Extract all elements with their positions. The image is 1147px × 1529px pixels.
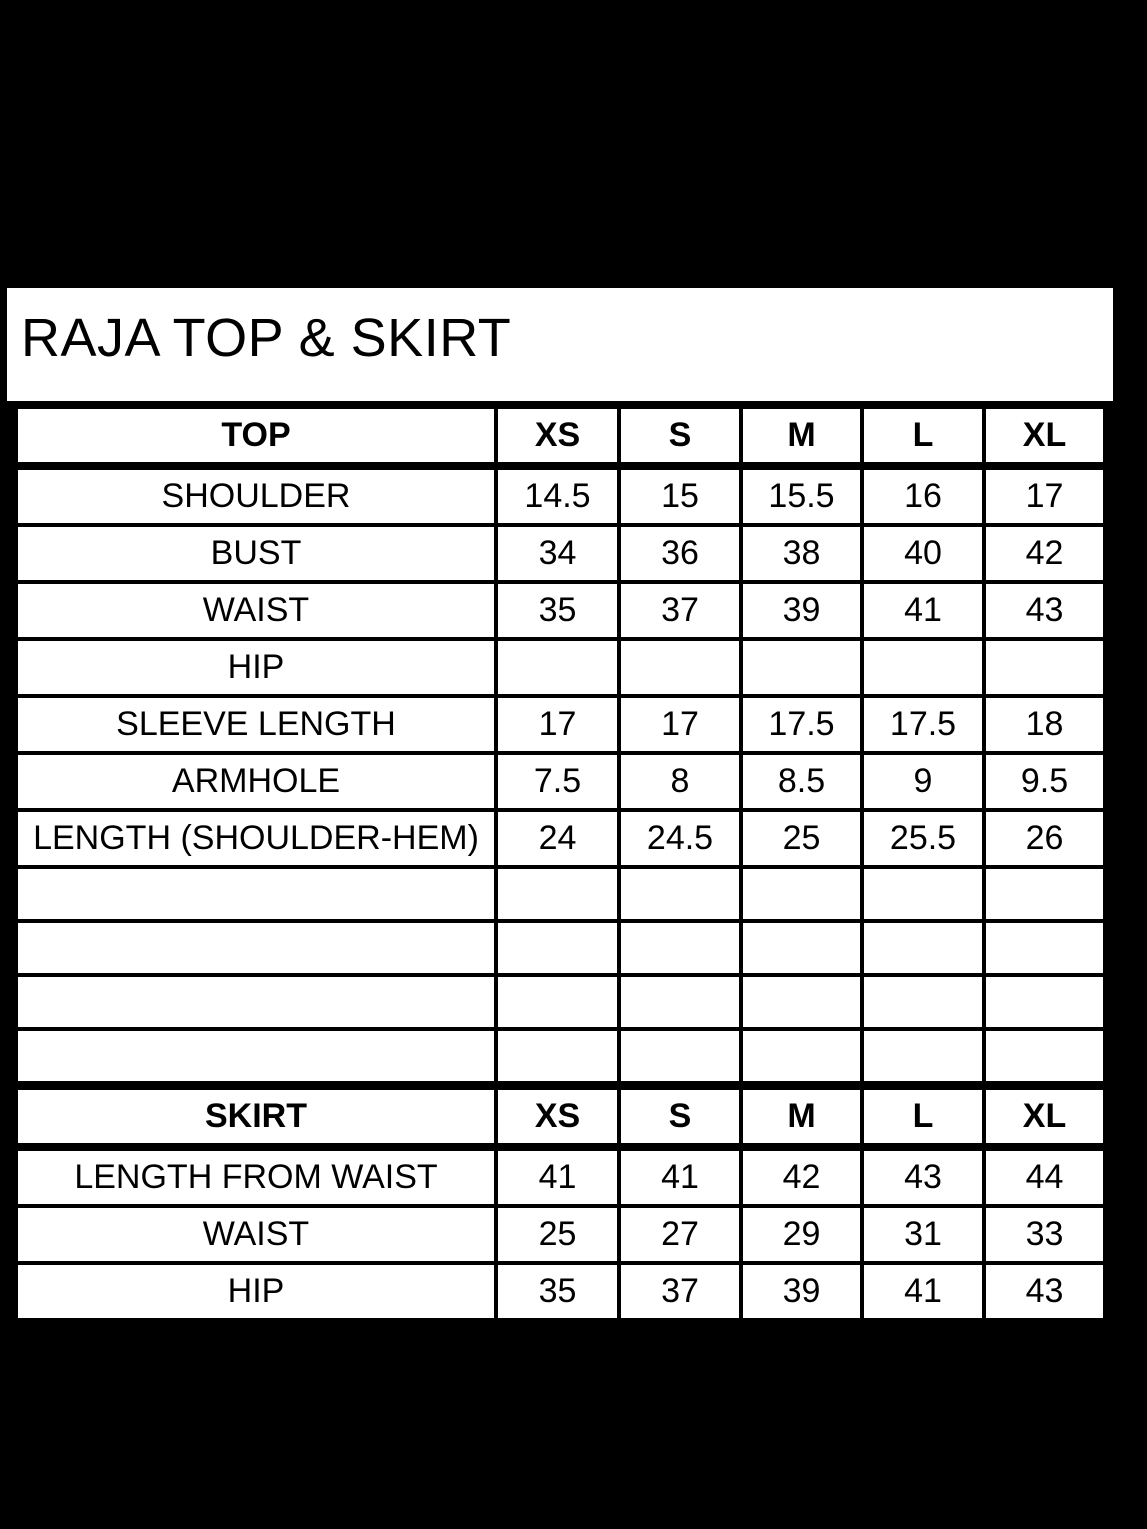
- size-header-cell: XS: [496, 1086, 619, 1148]
- size-header-cell: XL: [984, 405, 1107, 466]
- measurement-value-cell: [862, 639, 984, 696]
- measurement-value-cell: [496, 975, 619, 1029]
- measurement-value-cell: [984, 921, 1107, 975]
- header-row-top: [14, 405, 1107, 466]
- measurement-value-cell: 9: [862, 753, 984, 810]
- measurement-value-cell: 17.5: [862, 696, 984, 753]
- measurement-row: [14, 696, 1107, 753]
- size-header-cell: L: [862, 405, 984, 466]
- measurement-value-cell: 24.5: [619, 810, 741, 867]
- measurement-label-cell: SHOULDER: [14, 466, 496, 525]
- measurement-value-cell: 14.5: [496, 466, 619, 525]
- measurement-value-cell: 17: [984, 466, 1107, 525]
- measurement-label-cell: HIP: [14, 1263, 496, 1322]
- measurement-label-cell: [14, 1029, 496, 1086]
- measurement-value-cell: 37: [619, 1263, 741, 1322]
- size-header-cell: XL: [984, 1086, 1107, 1148]
- measurement-value-cell: 17: [619, 696, 741, 753]
- measurement-value-cell: 40: [862, 525, 984, 582]
- measurement-value-cell: [862, 921, 984, 975]
- measurement-value-cell: [741, 1029, 862, 1086]
- measurement-value-cell: [862, 975, 984, 1029]
- measurement-value-cell: [741, 975, 862, 1029]
- measurement-row: [14, 1206, 1107, 1263]
- measurement-value-cell: [619, 975, 741, 1029]
- measurement-value-cell: [984, 639, 1107, 696]
- measurement-value-cell: 15.5: [741, 466, 862, 525]
- spacer-row: [14, 1029, 1107, 1086]
- measurement-label-cell: [14, 921, 496, 975]
- measurement-value-cell: 41: [496, 1147, 619, 1206]
- measurement-value-cell: 35: [496, 582, 619, 639]
- measurement-label-cell: HIP: [14, 639, 496, 696]
- measurement-value-cell: 39: [741, 582, 862, 639]
- measurement-value-cell: 35: [496, 1263, 619, 1322]
- measurement-value-cell: 34: [496, 525, 619, 582]
- measurement-value-cell: [741, 921, 862, 975]
- header-row-skirt: [14, 1086, 1107, 1148]
- measurement-label-cell: SLEEVE LENGTH: [14, 696, 496, 753]
- measurement-value-cell: [619, 867, 741, 921]
- measurement-value-cell: [984, 975, 1107, 1029]
- measurement-label-cell: LENGTH FROM WAIST: [14, 1147, 496, 1206]
- measurement-value-cell: 44: [984, 1147, 1107, 1206]
- measurement-value-cell: [619, 1029, 741, 1086]
- measurement-value-cell: 31: [862, 1206, 984, 1263]
- page-title: RAJA TOP & SKIRT: [21, 307, 512, 368]
- spacer-row: [14, 921, 1107, 975]
- measurement-label-cell: [14, 975, 496, 1029]
- size-chart: [10, 401, 1103, 1326]
- size-header-cell: S: [619, 1086, 741, 1148]
- size-header-cell: L: [862, 1086, 984, 1148]
- measurement-value-cell: 38: [741, 525, 862, 582]
- measurement-value-cell: 17.5: [741, 696, 862, 753]
- measurement-value-cell: 17: [496, 696, 619, 753]
- measurement-row: [14, 1263, 1107, 1322]
- measurement-value-cell: 26: [984, 810, 1107, 867]
- measurement-row: [14, 639, 1107, 696]
- section-header-cell: TOP: [14, 405, 496, 466]
- measurement-value-cell: 29: [741, 1206, 862, 1263]
- measurement-value-cell: [496, 639, 619, 696]
- measurement-value-cell: 43: [862, 1147, 984, 1206]
- measurement-value-cell: 37: [619, 582, 741, 639]
- measurement-value-cell: 24: [496, 810, 619, 867]
- spacer-row: [14, 867, 1107, 921]
- size-header-cell: S: [619, 405, 741, 466]
- measurement-value-cell: [741, 639, 862, 696]
- size-header-cell: M: [741, 1086, 862, 1148]
- measurement-value-cell: 15: [619, 466, 741, 525]
- measurement-label-cell: ARMHOLE: [14, 753, 496, 810]
- size-header-cell: XS: [496, 405, 619, 466]
- measurement-value-cell: [984, 1029, 1107, 1086]
- measurement-value-cell: [862, 1029, 984, 1086]
- measurement-value-cell: 43: [984, 1263, 1107, 1322]
- measurement-value-cell: 43: [984, 582, 1107, 639]
- measurement-value-cell: [496, 921, 619, 975]
- measurement-label-cell: BUST: [14, 525, 496, 582]
- section-header-cell: SKIRT: [14, 1086, 496, 1148]
- measurement-value-cell: 18: [984, 696, 1107, 753]
- measurement-value-cell: [984, 867, 1107, 921]
- measurement-value-cell: [741, 867, 862, 921]
- measurement-value-cell: [496, 1029, 619, 1086]
- measurement-value-cell: 25: [496, 1206, 619, 1263]
- spacer-row: [14, 975, 1107, 1029]
- measurement-row: [14, 1147, 1107, 1206]
- measurement-label-cell: WAIST: [14, 1206, 496, 1263]
- measurement-value-cell: [862, 867, 984, 921]
- measurement-row: [14, 466, 1107, 525]
- measurement-value-cell: 41: [862, 582, 984, 639]
- measurement-value-cell: 39: [741, 1263, 862, 1322]
- measurement-value-cell: 7.5: [496, 753, 619, 810]
- measurement-value-cell: 27: [619, 1206, 741, 1263]
- measurement-row: [14, 810, 1107, 867]
- measurement-value-cell: 41: [862, 1263, 984, 1322]
- measurement-label-cell: [14, 867, 496, 921]
- measurement-value-cell: [619, 639, 741, 696]
- measurement-value-cell: 42: [984, 525, 1107, 582]
- measurement-value-cell: 36: [619, 525, 741, 582]
- title-band: [7, 288, 1113, 401]
- measurement-value-cell: 25: [741, 810, 862, 867]
- measurement-label-cell: LENGTH (SHOULDER-HEM): [14, 810, 496, 867]
- measurement-row: [14, 582, 1107, 639]
- size-chart-table: [10, 401, 1111, 1326]
- measurement-value-cell: 9.5: [984, 753, 1107, 810]
- measurement-label-cell: WAIST: [14, 582, 496, 639]
- measurement-value-cell: 41: [619, 1147, 741, 1206]
- measurement-value-cell: [619, 921, 741, 975]
- measurement-row: [14, 525, 1107, 582]
- measurement-value-cell: 8: [619, 753, 741, 810]
- measurement-value-cell: 8.5: [741, 753, 862, 810]
- measurement-value-cell: [496, 867, 619, 921]
- measurement-row: [14, 753, 1107, 810]
- measurement-value-cell: 16: [862, 466, 984, 525]
- size-header-cell: M: [741, 405, 862, 466]
- measurement-value-cell: 33: [984, 1206, 1107, 1263]
- measurement-value-cell: 42: [741, 1147, 862, 1206]
- measurement-value-cell: 25.5: [862, 810, 984, 867]
